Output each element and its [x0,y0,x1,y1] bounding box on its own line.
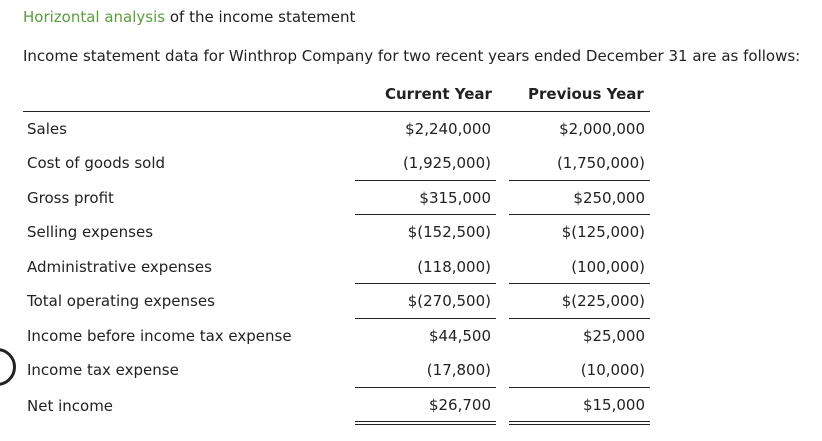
net-income-double-rule-cur-1 [355,421,496,422]
value-net-income-previous: $15,000 [582,396,645,414]
net-income-double-rule-prev-2 [509,424,650,425]
value-sales-previous: $2,000,000 [559,120,645,138]
value-sales-current: $2,240,000 [405,120,491,138]
row-label-sales: Sales [27,120,67,138]
circle-ring-icon[interactable] [0,348,16,386]
row-label-cost-of-goods-sold: Cost of goods sold [27,154,166,172]
row-label-gross-profit: Gross profit [27,189,114,207]
value-income-before-tax-previous: $25,000 [582,327,645,345]
value-income-tax-current: (17,800) [426,361,491,379]
value-cogs-previous: (1,750,000) [556,154,645,172]
intro-text: Income statement data for Winthrop Company for two recent years ended December 31 are as follows: [23,47,801,65]
title-link[interactable]: Horizontal analysis [23,8,166,26]
value-selling-expenses-current: $(152,500) [407,223,491,241]
subtotal-rule-cur [355,283,496,284]
subtotal-rule-prev [509,180,650,181]
value-total-operating-expenses-previous: $(225,000) [561,292,645,310]
subtotal-rule-cur [355,318,496,319]
value-admin-expenses-current: (118,000) [417,258,491,276]
subtotal-rule-cur [355,387,496,388]
value-total-operating-expenses-current: $(270,500) [407,292,491,310]
row-label-income-before-tax: Income before income tax expense [27,327,292,345]
row-label-net-income: Net income [27,397,114,415]
row-label-income-tax-expense: Income tax expense [27,361,179,379]
subtotal-rule-prev [509,214,650,215]
page-title [23,8,355,26]
row-label-total-operating-expenses: Total operating expenses [27,292,215,310]
subtotal-rule-cur [355,214,496,215]
title-text: of the income statement [165,8,356,26]
value-income-before-tax-current: $44,500 [428,327,491,345]
row-label-selling-expenses: Selling expenses [27,223,154,241]
value-gross-profit-current: $315,000 [419,189,491,207]
value-admin-expenses-previous: (100,000) [571,258,645,276]
subtotal-rule-prev [509,387,650,388]
header-current-year: Current Year [385,85,492,103]
row-label-administrative-expenses: Administrative expenses [27,258,212,276]
header-rule [23,111,650,112]
net-income-double-rule-cur-2 [355,424,496,425]
value-cogs-current: (1,925,000) [402,154,491,172]
value-gross-profit-previous: $250,000 [573,189,645,207]
net-income-double-rule-prev-1 [509,421,650,422]
subtotal-rule-cur [355,180,496,181]
value-net-income-current: $26,700 [428,396,491,414]
value-selling-expenses-previous: $(125,000) [561,223,645,241]
subtotal-rule-prev [509,283,650,284]
header-previous-year: Previous Year [528,85,644,103]
subtotal-rule-prev [509,318,650,319]
value-income-tax-previous: (10,000) [580,361,645,379]
